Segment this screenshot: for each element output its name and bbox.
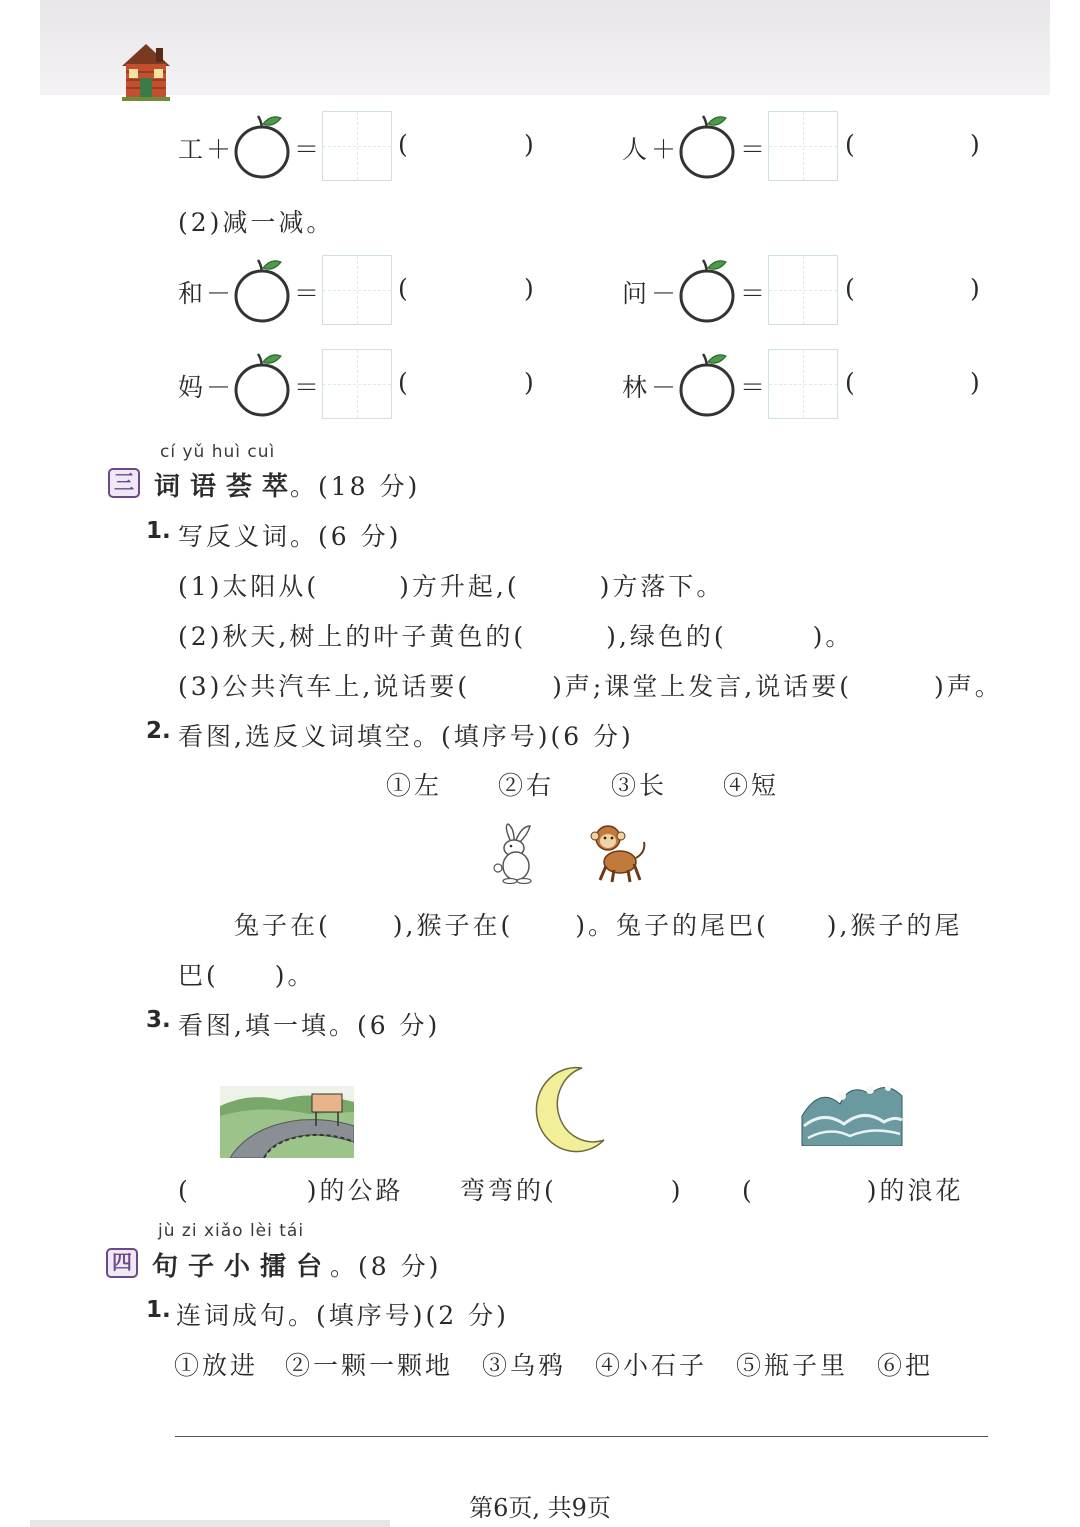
q2-title: 看图,选反义词填空。(填序号)(6 分) [178, 722, 634, 751]
top-header-band [40, 0, 1050, 95]
paren-close: ) [524, 368, 534, 397]
equation-char: 工 [178, 135, 207, 164]
word-option: ⑥把 [877, 1351, 934, 1380]
equation-operator: － [206, 373, 235, 402]
text: )。 [812, 622, 854, 651]
s4-q1-title: 连词成句。(填序号)(2 分) [176, 1301, 509, 1330]
equation-char: 林 [622, 373, 651, 402]
text: ),猴子在( [392, 911, 514, 940]
apple-icon [676, 112, 738, 180]
q2-option: ②右 [498, 771, 555, 800]
section3-score: 。(18 分) [290, 472, 421, 501]
text: (2)秋天,树上的叶子黄色的( [178, 622, 527, 651]
road-picture [220, 1086, 354, 1158]
equation-char: 人 [622, 135, 651, 164]
equation-equals: ＝ [740, 373, 769, 402]
section3-badge: 三 [108, 468, 140, 498]
section4-pinyin: jù zi xiǎo lèi tái [158, 1221, 305, 1241]
text: )的浪花 [866, 1176, 964, 1205]
q1-title: 写反义词。(6 分) [178, 522, 402, 551]
text: ),猴子的尾 [826, 911, 963, 940]
text: ) [670, 1176, 684, 1205]
q1-line-1 [178, 567, 724, 603]
bottom-band [30, 1520, 390, 1527]
paren-close: ) [970, 368, 980, 397]
word-option: ①放进 [174, 1351, 259, 1380]
equation-equals: ＝ [740, 135, 769, 164]
paren-close: ) [524, 274, 534, 303]
paren-open: ( [845, 130, 855, 159]
q2-line-1 [234, 906, 962, 942]
house-icon [118, 42, 174, 102]
text: )的公路 [306, 1176, 404, 1205]
equation-equals: ＝ [740, 279, 769, 308]
answer-box[interactable] [322, 255, 392, 325]
apple-icon [231, 112, 293, 180]
q3-title: 看图,填一填。(6 分) [178, 1011, 441, 1040]
paren-close: ) [970, 274, 980, 303]
section4-badge: 四 [106, 1248, 138, 1278]
text: )声。 [934, 672, 1003, 701]
rabbit-icon [490, 822, 542, 884]
q2-option: ③长 [611, 771, 668, 800]
q1-line-3 [178, 667, 1003, 703]
answer-box[interactable] [322, 111, 392, 181]
equation-operator: ＋ [651, 135, 680, 164]
text: (3)公共汽车上,说话要( [178, 672, 471, 701]
apple-icon [676, 350, 738, 418]
equation-char: 妈 [178, 373, 207, 402]
text: )方落下。 [599, 572, 725, 601]
paren-close: ) [970, 130, 980, 159]
crescent-moon-picture [530, 1064, 610, 1154]
q2-option: ④短 [723, 771, 780, 800]
s4-q1-number: 1. [146, 1297, 171, 1323]
apple-icon [231, 350, 293, 418]
answer-box[interactable] [768, 111, 838, 181]
text: ),绿色的( [606, 622, 727, 651]
q2-option: ①左 [386, 771, 443, 800]
word-option: ⑤瓶子里 [736, 1351, 849, 1380]
q2-line-2 [178, 956, 316, 992]
text: )方升起,( [399, 572, 520, 601]
section3-title: 词语荟萃 [154, 472, 299, 502]
text: (1)太阳从( [178, 572, 320, 601]
answer-box[interactable] [768, 349, 838, 419]
monkey-icon [586, 822, 648, 884]
sub-heading: (2)减一减。 [178, 208, 335, 237]
section3-pinyin: cí yǔ huì cuì [160, 442, 276, 462]
text: 兔子在( [234, 911, 331, 940]
paren-open: ( [845, 274, 855, 303]
paren-open: ( [845, 368, 855, 397]
q3-number: 3. [146, 1007, 171, 1033]
word-option: ③乌鸦 [482, 1351, 567, 1380]
paren-open: ( [398, 130, 408, 159]
q1-number: 1. [146, 518, 171, 544]
text: ( [178, 1176, 191, 1205]
paren-close: ) [524, 130, 534, 159]
paren-open: ( [398, 274, 408, 303]
text: ( [742, 1176, 755, 1205]
section4-title: 句子小擂台 [152, 1252, 333, 1282]
equation-char: 和 [178, 279, 207, 308]
q3-item-road [178, 1171, 404, 1207]
equation-operator: － [206, 279, 235, 308]
text: 弯弯的( [460, 1176, 557, 1205]
equation-operator: － [651, 373, 680, 402]
equation-char: 问 [622, 279, 651, 308]
apple-icon [676, 256, 738, 324]
q2-number: 2. [146, 718, 171, 744]
text: )声;课堂上发言,说话要( [552, 672, 853, 701]
q1-line-2 [178, 617, 853, 653]
equation-equals: ＝ [294, 135, 323, 164]
word-option: ④小石子 [595, 1351, 708, 1380]
word-option: ②一颗一颗地 [285, 1351, 454, 1380]
q3-item-waves [742, 1171, 964, 1207]
waves-picture [800, 1076, 904, 1146]
equation-operator: － [651, 279, 680, 308]
paren-open: ( [398, 368, 408, 397]
answer-box[interactable] [768, 255, 838, 325]
q3-item-moon [460, 1171, 684, 1207]
page-footer: 第6页, 共9页 [469, 1494, 611, 1522]
answer-line[interactable] [175, 1436, 988, 1437]
equation-equals: ＝ [294, 279, 323, 308]
apple-icon [231, 256, 293, 324]
text: )。兔子的尾巴( [575, 911, 769, 940]
text: 巴( [178, 961, 219, 990]
text: )。 [274, 961, 316, 990]
equation-equals: ＝ [294, 373, 323, 402]
answer-box[interactable] [322, 349, 392, 419]
section4-score: 。(8 分) [330, 1252, 442, 1281]
equation-operator: ＋ [206, 135, 235, 164]
